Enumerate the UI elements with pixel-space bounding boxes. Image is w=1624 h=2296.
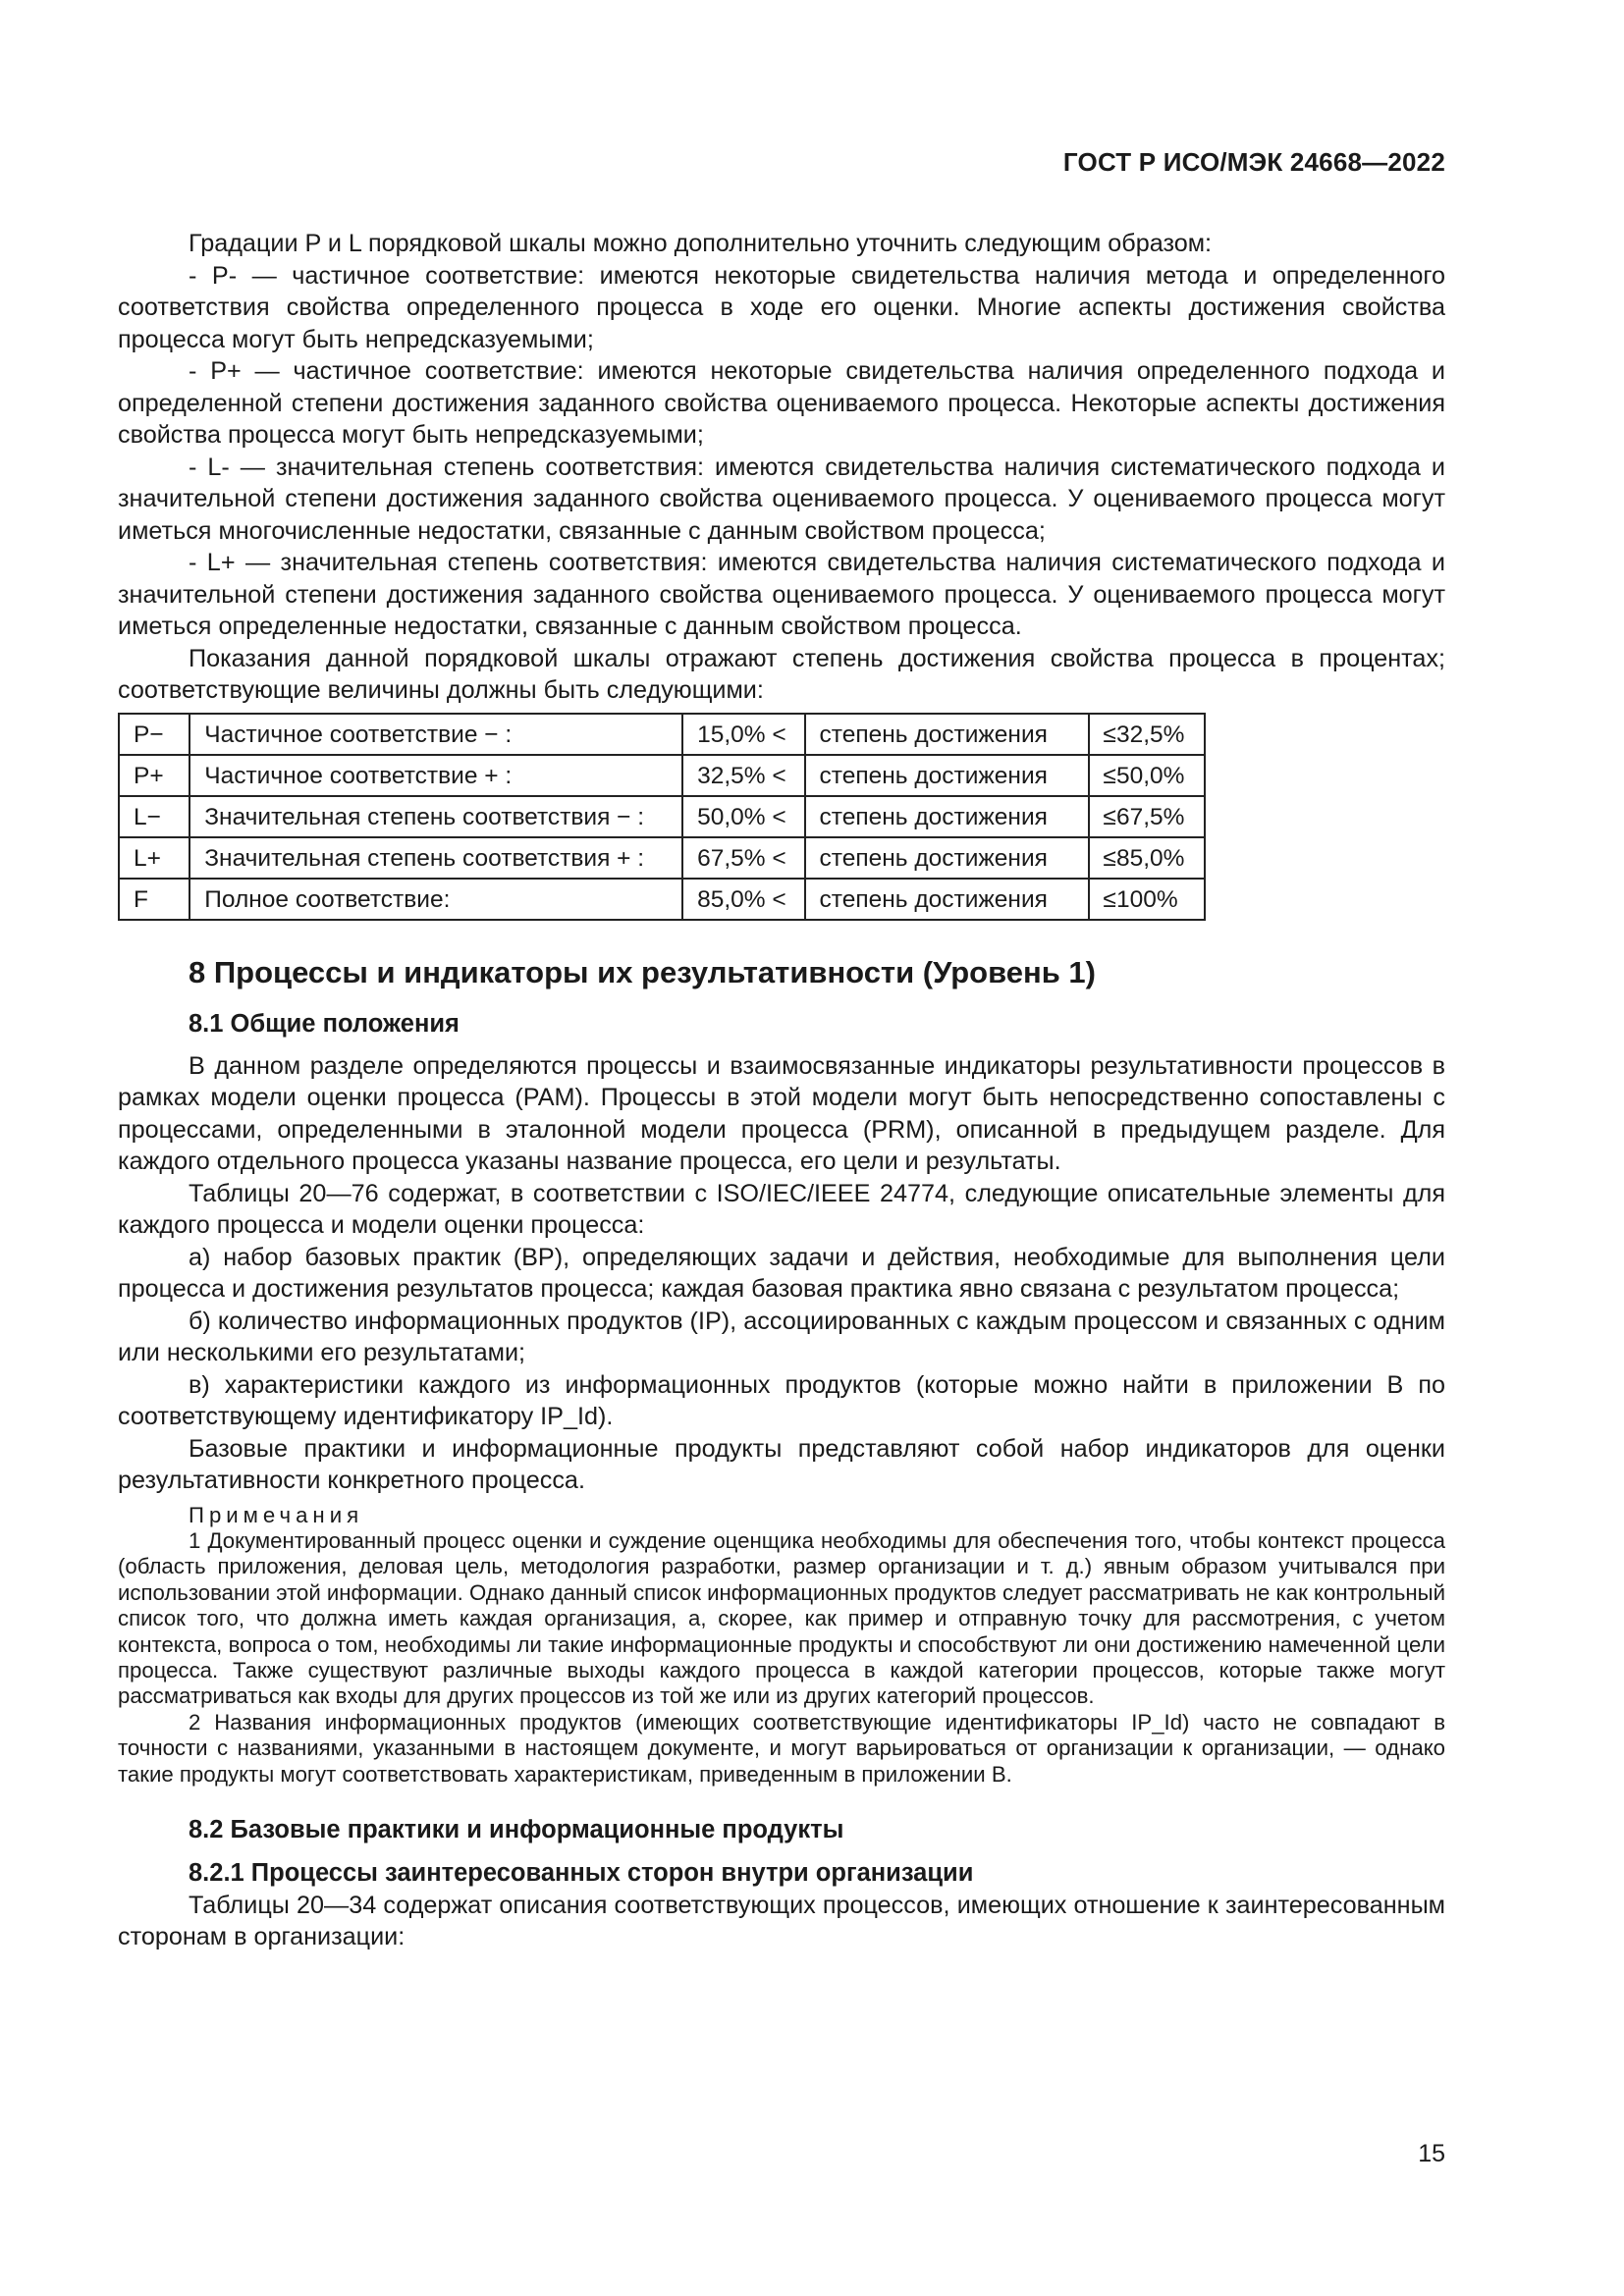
note: 2 Названия информационных продуктов (имеющих соответствующие идентификаторы IP_Id) часто не совпадают в точности с названиями, указанными в настоящем документе, и могут варьироваться от организации к организации, — однако такие продукты могут соответствовать характеристикам, приведенным в приложении В. [118,1709,1445,1787]
subsection-title: 8.1 Общие положения [189,1009,460,1038]
grade-degree: степень достижения [805,796,1089,837]
paragraph: Базовые практики и информационные продукты представляют собой набор индикаторов для оценки результативности конкретного процесса. [118,1434,1445,1494]
list-item: а) набор базовых практик (BP), определяющих задачи и действия, необходимые для выполнения цели процесса и достижения результатов процесса; каждая базовая практика явно связана с результатом процесса; [118,1243,1445,1303]
grade-code: P+ [119,755,189,796]
grade-code: P− [119,714,189,755]
grade-degree: степень достижения [805,837,1089,879]
paragraph: Таблицы 20—34 содержат описания соответствующих процессов, имеющих отношение к заинтересованным сторонам в организации: [118,1891,1445,1951]
paragraph: В данном разделе определяются процессы и взаимосвязанные индикаторы результативности процессов в рамках модели оценки процесса (PAM). Процессы в этой модели могут быть непосредственно сопоставлены с процессами, определенными в эталонной модели процесса (PRM), описанной в предыдущем разделе. Для каждого отдельного процесса указаны название процесса, его цели и результаты. [118,1051,1445,1175]
document-page [118,0,1445,2296]
paragraph: Показания данной порядковой шкалы отражают степень достижения свойства процесса в процентах; соответствующие величины должны быть следующими: [118,644,1445,704]
subsection-title: 8.2 Базовые практики и информационные продукты [189,1815,844,1843]
grade-degree: степень достижения [805,879,1089,920]
grade-description: Полное соответствие: [189,879,682,920]
grade-code: L+ [119,837,189,879]
paragraph: - L- — значительная степень соответствия: имеются свидетельства наличия систематического подхода и значительной степени достижения заданного свойства оцениваемого процесса. У оцениваемого процесса могут иметься многочисленные недостатки, связанные с данным свойством процесса; [118,453,1445,545]
grade-degree: степень достижения [805,714,1089,755]
note: 1 Документированный процесс оценки и суждение оценщика необходимы для обеспечения того, чтобы контекст процесса (область приложения, деловая цель, методология разработки, размер организации и т. д.) явным образом учитывался при использовании этой информации. Однако данный список информационных продуктов следует рассматривать не как контрольный список того, что должна иметь каждая организация, а, скорее, как пример и отправную точку для рассмотрения, с учетом контекста, вопроса о том, необходимы ли такие информационные продукты и способствуют ли они достижению намеченной цели процесса. Также существуют различные выходы каждого процесса в каждой категории процессов, которые также могут рассматриваться как входы для других процессов из той же или из других категорий процессов. [118,1527,1445,1709]
page-number: 15 [1418,2140,1445,2167]
table-row [119,879,1205,920]
table-row [119,796,1205,837]
grade-upper-bound: ≤85,0% [1089,837,1205,879]
grade-description: Значительная степень соответствия − : [189,796,682,837]
paragraph: - P- — частичное соответствие: имеются некоторые свидетельства наличия метода и определенного соответствия свойства определенного процесса в ходе его оценки. Многие аспекты достижения свойства процесса могут быть непредсказуемыми; [118,261,1445,353]
grade-description: Частичное соответствие − : [189,714,682,755]
paragraph: Таблицы 20—76 содержат, в соответствии с ISO/IEC/IEEE 24774, следующие описательные элементы для каждого процесса и модели оценки процесса: [118,1179,1445,1239]
list-item: в) характеристики каждого из информационных продуктов (которые можно найти в приложении В по соответствующему идентификатору IP_Id). [118,1370,1445,1430]
grade-upper-bound: ≤67,5% [1089,796,1205,837]
section-title: 8 Процессы и индикаторы их результативности (Уровень 1) [189,954,1096,989]
table-row [119,714,1205,755]
grade-upper-bound: ≤50,0% [1089,755,1205,796]
notes-title: Примечания [189,1502,364,1527]
table-row [119,755,1205,796]
grade-lower-bound: 85,0% < [682,879,804,920]
paragraph: - L+ — значительная степень соответствия: имеются свидетельства наличия систематического подхода и значительной степени достижения заданного свойства оцениваемого процесса. У оцениваемого процесса могут иметься определенные недостатки, связанные с данным свойством процесса. [118,549,1445,640]
grade-upper-bound: ≤100% [1089,879,1205,920]
grade-table [118,713,1206,921]
list-item: б) количество информационных продуктов (IP), ассоциированных с каждым процессом и связанных с одним или несколькими его результатами; [118,1307,1445,1366]
grade-lower-bound: 67,5% < [682,837,804,879]
grade-code: F [119,879,189,920]
grade-lower-bound: 50,0% < [682,796,804,837]
grade-lower-bound: 32,5% < [682,755,804,796]
grade-lower-bound: 15,0% < [682,714,804,755]
standard-header: ГОСТ Р ИСО/МЭК 24668—2022 [1062,147,1445,177]
paragraph: - P+ — частичное соответствие: имеются некоторые свидетельства наличия определенного подхода и определенной степени достижения заданного свойства оцениваемого процесса. Некоторые аспекты достижения свойства процесса могут быть непредсказуемыми; [118,357,1445,449]
notes-block [118,1503,1445,1788]
grade-degree: степень достижения [805,755,1089,796]
paragraph: Градации P и L порядковой шкалы можно дополнительно уточнить следующим образом: [189,230,1213,257]
grade-description: Частичное соответствие + : [189,755,682,796]
grade-code: L− [119,796,189,837]
grade-description: Значительная степень соответствия + : [189,837,682,879]
body-text [118,228,1445,1953]
grade-upper-bound: ≤32,5% [1089,714,1205,755]
table-row [119,837,1205,879]
subsection-title: 8.2.1 Процессы заинтересованных сторон внутри организации [189,1858,974,1887]
